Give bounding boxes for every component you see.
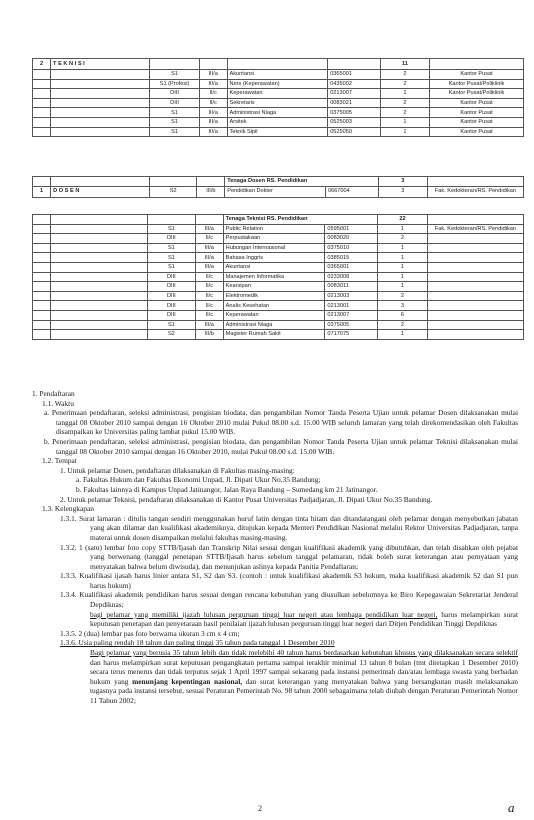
- paragraph: 1.3.3. Kualifikasi ijasah harus linier antara S1, S2 dan S3. (contoh : untuk kualifikasi akademik S3 hukum, maka kualifikasi akademik S2 dan S1 pun harus hukum): [60, 571, 518, 590]
- unit-cell: [50, 330, 147, 340]
- unit-cell: [50, 320, 147, 330]
- unit-cell: [51, 89, 150, 99]
- major-cell: Perpustakaan: [223, 234, 325, 244]
- placement-cell: Kantor Pusat: [430, 117, 524, 127]
- grade-cell: II/c: [195, 310, 223, 320]
- table-row: [33, 301, 524, 311]
- code-cell: 0375005: [328, 108, 381, 118]
- quantity-cell: 2: [380, 79, 429, 89]
- grade-cell: II/c: [199, 89, 227, 99]
- grade-cell: II/c: [195, 282, 223, 292]
- quantity-cell: 2: [380, 70, 429, 80]
- section-heading: 1. Pendaftaran: [32, 389, 75, 398]
- quantity-cell: 1: [378, 224, 428, 234]
- table-row: [33, 177, 524, 187]
- table-row: [33, 272, 524, 282]
- education-cell: S1: [150, 70, 200, 80]
- registration-text: [32, 389, 518, 706]
- quantity-cell: 1: [378, 243, 428, 253]
- table-row: [33, 243, 524, 253]
- grade-cell: III/a: [195, 262, 223, 272]
- placement-cell: [427, 262, 523, 272]
- education-cell: S1: [147, 243, 195, 253]
- table-row: [33, 310, 524, 320]
- row-number-cell: [33, 79, 51, 89]
- placement-cell: Kantor Pusat: [430, 98, 524, 108]
- paragraph-text: dan harus melampirkan surat keputusan pengangkatan pertama sampai terakhir minimal 13 tahun 8 bulan (tmt ditetapkan 1 Desember 2010) secara terus menerus dan tidak terputus sejak 1 April 1997 sampai sekarang pada instansi pemerintah dan/atau lembaga swasta yang berbadan hukum yang: [90, 657, 518, 686]
- quantity-cell: 1: [378, 272, 428, 282]
- paragraph: 1.3.6. Usia paling rendah 18 tahun dan paling tinggi 35 tahun pada tanggal 1 Desember 2010: [60, 638, 335, 648]
- grade-cell: III/a: [199, 79, 227, 89]
- placement-cell: [427, 291, 523, 301]
- quantity-cell: 2: [378, 234, 428, 244]
- education-cell: S1: [150, 108, 200, 118]
- quantity-cell: 2: [378, 291, 428, 301]
- handwritten-mark: a: [508, 800, 515, 815]
- subsection-heading: 1.2. Tempat: [42, 456, 77, 466]
- placement-cell: Kantor Pusat: [430, 127, 524, 137]
- grade-cell: III/b: [197, 186, 225, 197]
- unit-cell: [50, 272, 147, 282]
- placement-cell: [427, 243, 523, 253]
- major-cell: Akuntansi: [227, 70, 328, 80]
- grade-cell: II/c: [199, 98, 227, 108]
- placement-cell: [427, 272, 523, 282]
- major-cell: Kearsipan: [223, 282, 325, 292]
- subsection-heading: 1.1. Waktu: [42, 398, 74, 408]
- code-cell: 0385015: [325, 253, 378, 263]
- table-row: [33, 89, 524, 99]
- code-cell: 0595001: [325, 224, 378, 234]
- education-cell: DIII: [147, 234, 195, 244]
- code-cell: 0375005: [325, 320, 378, 330]
- major-cell: Sekretaris: [227, 98, 328, 108]
- row-number-cell: [33, 243, 51, 253]
- row-number-cell: [33, 70, 51, 80]
- row-number-cell: [33, 262, 51, 272]
- row-number-cell: [33, 291, 51, 301]
- unit-cell: [50, 301, 147, 311]
- education-cell: DIII: [147, 272, 195, 282]
- unit-cell: [50, 291, 147, 301]
- quantity-cell: 3: [378, 186, 427, 197]
- paragraph: b. Fakultas lainnya di Kampus Unpad Jatinangor, Jalan Raya Bandung – Sumedang km 21 Jatinangor.: [76, 484, 378, 494]
- row-number-cell: [33, 272, 51, 282]
- table-row: [33, 108, 524, 118]
- major-cell: Pendidikan Dokter: [225, 186, 326, 197]
- major-cell: Keperawatan: [227, 89, 328, 99]
- quantity-cell: 1: [380, 117, 429, 127]
- code-cell: 0525003: [328, 117, 381, 127]
- education-cell: DIII: [150, 98, 200, 108]
- placement-cell: [427, 310, 523, 320]
- row-number-cell: [33, 301, 51, 311]
- quantity-cell: 1: [380, 127, 429, 137]
- table-row: [33, 330, 524, 340]
- table-row: [33, 215, 524, 225]
- paragraph: b. Penerimaan pendaftaran, seleksi administrasi, pengisian biodata, dan pengambilan Nomor Tanda Peserta Ujian untuk pelamar Teknisi dilaksanakan mulai tanggal 08 Oktober 2010 sampai dengan 16 Oktober 2010, mulai Pukul 08.00 s.d. 15.00 WIB.: [44, 436, 518, 456]
- code-cell: 0083011: [325, 282, 378, 292]
- table-body: [33, 224, 524, 339]
- row-number-cell: [33, 320, 51, 330]
- major-cell: Elektromedik: [223, 291, 325, 301]
- table-row: [33, 253, 524, 263]
- paragraph: a. Penerimaan pendaftaran, seleksi administrasi, pengisian biodata, dan pengambilan Nomor Tanda Peserta Ujian untuk pelamar Dosen dilaksanakan mulai tanggal 08 Oktober 2010 sampai dengan 16 Oktober 2010 mulai Pukul 08.00 s.d. 15.00 WIB seluruh lamaran yang telah direkomendasikan oleh Fakultas disampaikan ke Universitas paling lambat pukul 15.00 WIB.: [44, 408, 518, 437]
- placement-cell: [427, 320, 523, 330]
- row-number-cell: [33, 117, 51, 127]
- paragraph: 2. Untuk pelamar Teknisi, pendaftaran dilaksanakan di Kantor Pusat Universitas Padjadjaran, Jl. Dipati Ukur No.35 Bandung.: [60, 494, 433, 504]
- code-cell: 0365001: [328, 70, 381, 80]
- row-number-cell: [33, 127, 51, 137]
- quantity-cell: 1: [380, 89, 429, 99]
- paragraph: 1. Untuk pelamar Dosen, pendaftaran dilaksanakan di Fakultas masing-masing:: [60, 465, 295, 475]
- education-cell: S2: [149, 186, 197, 197]
- code-cell: 0213003: [325, 291, 378, 301]
- table-dosen-rs: [32, 176, 524, 198]
- grade-cell: III/a: [199, 117, 227, 127]
- code-cell: 0365001: [325, 262, 378, 272]
- placement-cell: [427, 234, 523, 244]
- table-row: [33, 291, 524, 301]
- education-cell: S1: [150, 127, 200, 137]
- bold-text: menunjang kepentingan nasional,: [132, 676, 243, 686]
- paragraph-text: harus melampirkan surat keputusan penetapan dan penyetaraan hasil penilaian ijazah lulusan perguruan tinggi luar negeri dari Ditjen Pendidikan Tinggi Depdiknas: [90, 609, 519, 629]
- row-number: 1: [33, 186, 51, 197]
- placement-cell: [427, 282, 523, 292]
- paragraph-text: dan surat keterangan yang menyatakan bahwa yang bersangkutan masih melaksanakan tugasnya pada instansi tersebut, sesuai Peraturan Pemerintah No. 98 tahun 2000 sebagaimana telah diubah dengan Peraturan Pemerintah Nomor 11 Tahun 2002;: [90, 676, 518, 705]
- row-number-cell: [33, 310, 51, 320]
- education-cell: S1: [147, 253, 195, 263]
- quantity-cell: 3: [378, 301, 428, 311]
- education-cell: S1 (Profesi): [150, 79, 200, 89]
- placement-cell: Kantor Pusat: [430, 108, 524, 118]
- code-cell: 0435002: [328, 79, 381, 89]
- grade-cell: II/c: [195, 291, 223, 301]
- group-title: Tenaga Teknisi RS. Pendidikan: [223, 215, 377, 225]
- underlined-text: Bagi pelamar yang berusia 35 tahun lebih dan tidak melebihi 40 tahun harus berdasarkan kebutuhan khusus yang dilaksanakan secara selektif: [90, 648, 518, 658]
- unit-cell: [50, 310, 147, 320]
- table-row: [33, 98, 524, 108]
- quantity-cell: 1: [378, 330, 428, 340]
- placement-cell: Kantor Pusat: [430, 70, 524, 80]
- paragraph: 1.3.5. 2 (dua) lembar pas foto berwarna ukuran 3 cm x 4 cm;: [60, 628, 240, 638]
- placement-cell: Kantor Pusat/Poliklinik: [430, 89, 524, 99]
- row-number-cell: [33, 224, 51, 234]
- major-cell: Teknik Sipil: [227, 127, 328, 137]
- unit-cell: [51, 117, 150, 127]
- group-title: Tenaga Dosen RS. Pendidikan: [225, 177, 379, 187]
- row-number-cell: [33, 253, 51, 263]
- code-cell: 0213001: [325, 301, 378, 311]
- code-cell: 0213007: [328, 89, 381, 99]
- row-number-cell: [33, 282, 51, 292]
- paragraph: [32, 648, 518, 706]
- table-row: [33, 282, 524, 292]
- row-number-cell: [33, 108, 51, 118]
- table-teknisi-pusat: [32, 58, 524, 137]
- grade-cell: III/a: [195, 320, 223, 330]
- major-cell: Administrasi Niaga: [223, 320, 325, 330]
- table-body: [33, 70, 524, 137]
- quantity-cell: 1: [378, 253, 428, 263]
- page-number: 2: [258, 804, 262, 813]
- unit-cell: [50, 234, 147, 244]
- education-cell: S1: [150, 117, 200, 127]
- paragraph: a. Fakultas Hukum dan Fakultas Ekonomi Unpad, Jl. Dipati Ukur No.35 Bandung;: [76, 475, 321, 485]
- paragraph: 1.3.4. Kualifikasi akademik pendidikan harus sesuai dengan rencana kebutuhan yang diusulkan sebelumnya ke Biro Kepegawaian Sekretariat Jenderal Depdiknas;: [60, 590, 518, 610]
- unit-name: DOSEN: [51, 186, 150, 197]
- major-cell: Ners (Keperawatan): [227, 79, 328, 89]
- major-cell: Administrasi Niaga: [227, 108, 328, 118]
- code-cell: 0213007: [325, 310, 378, 320]
- underlined-text: bagi pelamar yang memiliki ijazah lulusan perguruan tinggi luar negeri atau lembaga pendidikan luar negeri,: [90, 609, 438, 619]
- major-cell: Keperawatan: [223, 310, 325, 320]
- group-total: 3: [378, 177, 427, 187]
- education-cell: S1: [147, 224, 195, 234]
- group-total: 22: [378, 215, 428, 225]
- unit-cell: [50, 282, 147, 292]
- code-cell: 0083021: [328, 98, 381, 108]
- unit-cell: [51, 108, 150, 118]
- paragraph: 1.3.1. Surat lamaran : ditulis tangan sendiri menggunakan huruf latin dengan tinta hitam dan ditandatangani oleh pelamar dengan menyebutkan jabatan yang akan dilamar dan kualifikasi akademiknya, ditujukan kepada Menteri Pendidikan Nasional melalui Rektor Universitas Padjadjaran, tanpa materai untuk dosen disampaikan melalui fakultas masing-masing.: [60, 513, 518, 542]
- education-cell: DIII: [147, 301, 195, 311]
- grade-cell: III/a: [199, 127, 227, 137]
- quantity-cell: 6: [378, 310, 428, 320]
- grade-cell: III/b: [195, 330, 223, 340]
- table-teknisi-rs: [32, 214, 524, 340]
- major-cell: Hubungan Internasional: [223, 243, 325, 253]
- code-cell: 0717075: [325, 330, 378, 340]
- code-cell: 0083020: [325, 234, 378, 244]
- code-cell: 0375010: [325, 243, 378, 253]
- education-cell: S1: [147, 320, 195, 330]
- placement-cell: [427, 253, 523, 263]
- unit-cell: [51, 79, 150, 89]
- quantity-cell: 2: [380, 98, 429, 108]
- row-number-cell: [33, 330, 51, 340]
- education-cell: DIII: [147, 282, 195, 292]
- quantity-cell: 2: [378, 320, 428, 330]
- grade-cell: II/c: [195, 234, 223, 244]
- code-cell: 0525050: [328, 127, 381, 137]
- placement-cell: Fak. Kedokteran/RS. Pendidikan: [427, 224, 523, 234]
- row-number-cell: [33, 89, 51, 99]
- table-row: [33, 224, 524, 234]
- table-row: [33, 70, 524, 80]
- table-row: [33, 320, 524, 330]
- group-total: 11: [380, 59, 429, 70]
- table-row: [33, 117, 524, 127]
- major-cell: Public Relation: [223, 224, 325, 234]
- row-number-cell: [33, 98, 51, 108]
- placement-cell: [427, 330, 523, 340]
- table-row: [33, 262, 524, 272]
- major-cell: Magister Rumah Sakit: [223, 330, 325, 340]
- education-cell: DIII: [147, 310, 195, 320]
- unit-cell: [51, 98, 150, 108]
- table-row: [33, 59, 524, 70]
- paragraph: 1.3.2. 1 (satu) lembar foto copy STTB/Ijasah dan Transkrip Nilai sesuai dengan kualifikasi akademik yang dibutuhkan, dan telah disahkan oleh pejabat yang berwenang (tanggal penetapan STTB/Ijasah harus sebelum tanggal pelamaran, tidak boleh surat keterangan atau pernyataan yang menyatakan bahwa belum diwisuda), dan menunjukan aslinya kepada Panitia Pendaftaran;: [60, 542, 518, 571]
- unit-cell: [50, 243, 147, 253]
- unit-cell: [51, 70, 150, 80]
- placement-cell: Fak. Kedokteran/RS. Pendidikan: [427, 186, 523, 197]
- education-cell: DIII: [150, 89, 200, 99]
- grade-cell: II/c: [195, 301, 223, 311]
- grade-cell: II/c: [195, 272, 223, 282]
- major-cell: Bahasa Inggris: [223, 253, 325, 263]
- major-cell: Manajemen Informatika: [223, 272, 325, 282]
- grade-cell: III/a: [195, 253, 223, 263]
- education-cell: S1: [147, 262, 195, 272]
- code-cell: 0667004: [325, 186, 378, 197]
- paragraph: [32, 610, 518, 629]
- unit-cell: [50, 253, 147, 263]
- subsection-heading: 1.3. Kelengkapan: [42, 504, 94, 514]
- major-cell: Analis Kesehatan: [223, 301, 325, 311]
- quantity-cell: 1: [378, 262, 428, 272]
- unit-name: TEKNISI: [51, 59, 150, 70]
- grade-cell: III/a: [195, 224, 223, 234]
- placement-cell: Kantor Pusat/Poliklinik: [430, 79, 524, 89]
- unit-cell: [51, 127, 150, 137]
- grade-cell: III/a: [199, 108, 227, 118]
- unit-cell: [50, 262, 147, 272]
- quantity-cell: 2: [380, 108, 429, 118]
- row-number: 2: [33, 59, 51, 70]
- education-cell: S2: [147, 330, 195, 340]
- placement-cell: [427, 301, 523, 311]
- code-cell: 0233008: [325, 272, 378, 282]
- grade-cell: III/a: [199, 70, 227, 80]
- major-cell: Akuntansi: [223, 262, 325, 272]
- row-number-cell: [33, 234, 51, 244]
- table-row: [33, 186, 524, 197]
- quantity-cell: 1: [378, 282, 428, 292]
- education-cell: DIII: [147, 291, 195, 301]
- table-row: [33, 127, 524, 137]
- unit-cell: [50, 224, 147, 234]
- table-row: [33, 79, 524, 89]
- table-row: [33, 234, 524, 244]
- major-cell: Arsitek: [227, 117, 328, 127]
- grade-cell: III/a: [195, 243, 223, 253]
